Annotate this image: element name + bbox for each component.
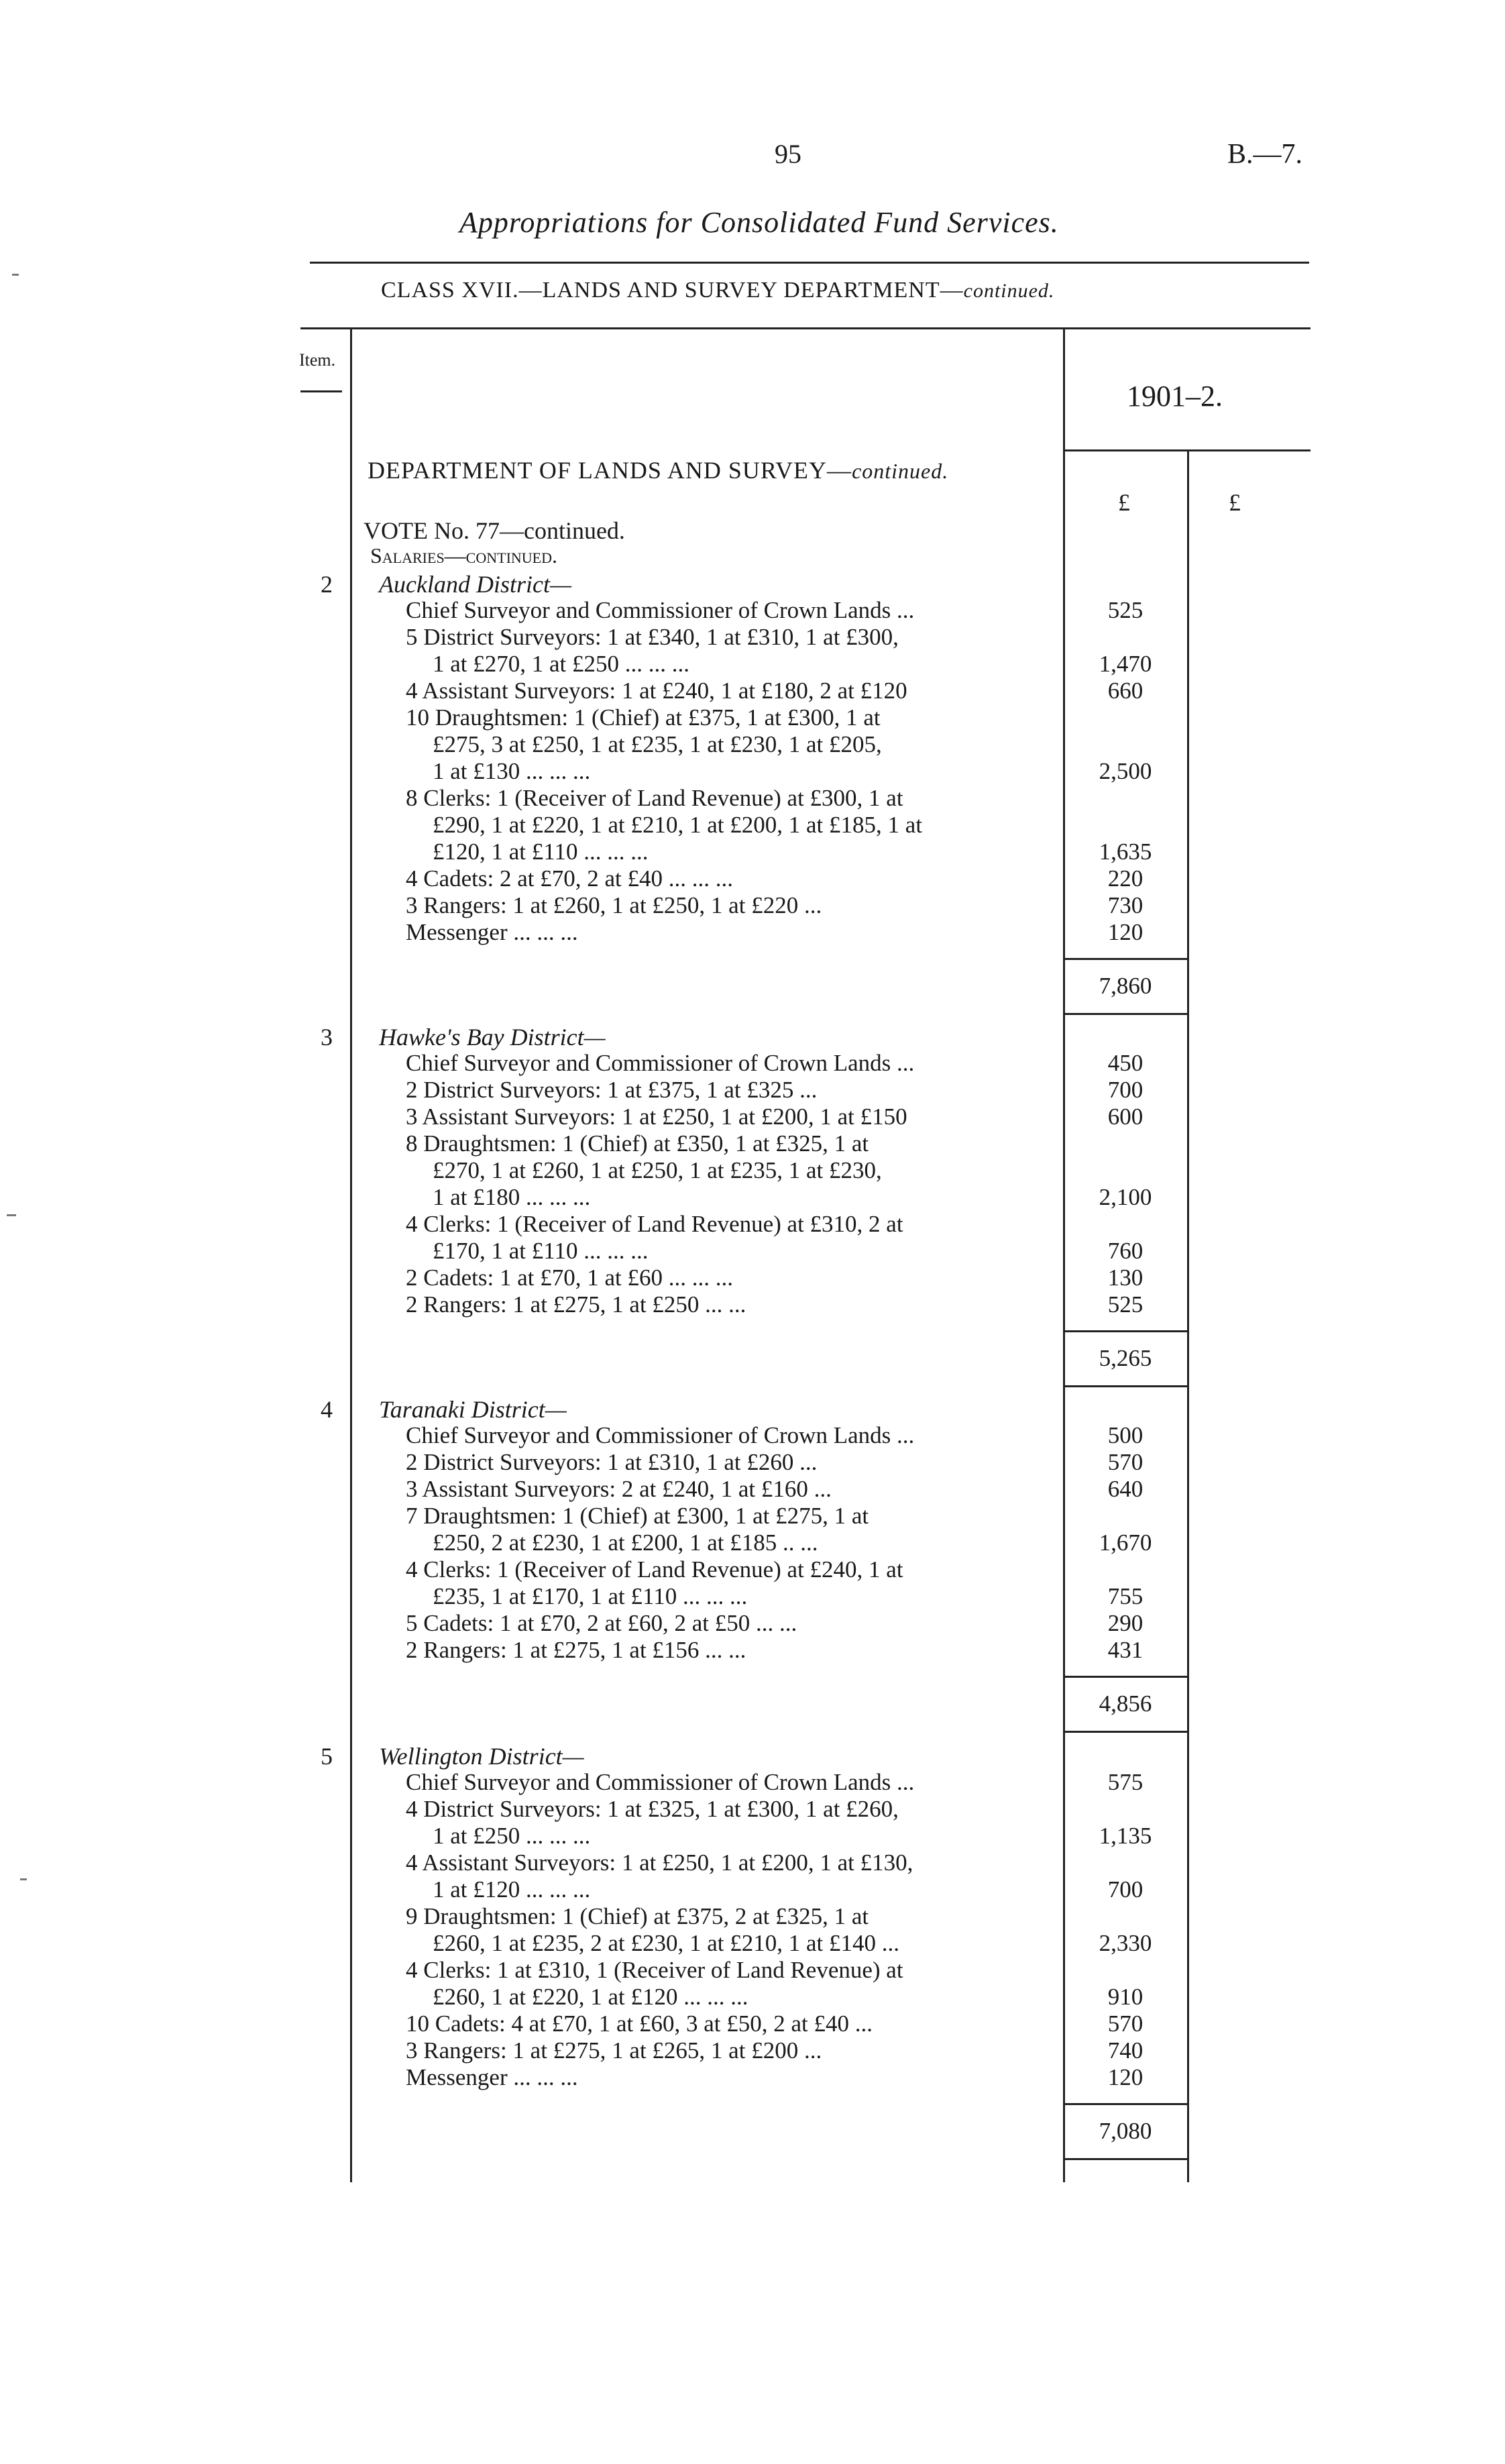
salary-line-text: Chief Surveyor and Commissioner of Crown Lands ...: [406, 1050, 915, 1076]
salary-line-text: £120, 1 at £110 ... ... ...: [433, 839, 649, 865]
salary-line: [406, 1556, 1063, 1610]
district-total: 4,856: [1099, 1691, 1152, 1717]
salary-line-text: 9 Draughtsmen: 1 (Chief) at £375, 2 at £325, 1 at: [406, 1903, 869, 1929]
year-header: 1901–2.: [1127, 380, 1223, 413]
salary-line: [406, 624, 1063, 678]
page-number: 95: [775, 139, 801, 169]
district-heading: Auckland District—: [379, 571, 571, 598]
table-top-rule: [300, 327, 1311, 329]
salary-line-text: Messenger ... ... ...: [406, 919, 578, 945]
salary-line: [406, 1850, 1063, 1903]
salary-line-text: £260, 1 at £220, 1 at £120 ... ... ...: [433, 1984, 748, 2010]
total-rule: [1063, 1385, 1187, 1387]
salary-amount: 910: [1107, 1984, 1144, 2010]
title-rule: [310, 262, 1309, 264]
item-column-header: Item.: [299, 350, 336, 370]
salary-line: [406, 1291, 1063, 1318]
item-column-divider: [350, 327, 352, 2182]
salary-line: [406, 1077, 1063, 1104]
subtotal-rule: [1063, 1676, 1187, 1678]
salary-amount: 120: [1107, 2064, 1144, 2090]
salary-line: [406, 1130, 1063, 1211]
salary-line-text: Messenger ... ... ...: [406, 2064, 578, 2090]
salary-amount: 730: [1107, 892, 1144, 918]
salary-amount: 640: [1107, 1476, 1144, 1502]
salary-line-text: 4 District Surveyors: 1 at £325, 1 at £300, 1 at £260,: [406, 1796, 899, 1822]
salary-amount: 1,635: [1099, 839, 1152, 865]
salary-amount: 1,135: [1099, 1823, 1152, 1849]
salary-amount: 660: [1107, 678, 1144, 704]
salary-line: [406, 1422, 1063, 1449]
salary-line: [406, 892, 1063, 919]
salary-line: [406, 597, 1063, 624]
salary-amount: 760: [1107, 1238, 1144, 1264]
salary-line: [406, 785, 1063, 865]
salary-amount: 450: [1107, 1050, 1144, 1076]
total-rule: [1063, 1731, 1187, 1733]
scan-mark: [7, 1214, 16, 1216]
vote-heading: VOTE No. 77—continued.: [364, 517, 625, 544]
item-number: 4: [321, 1396, 333, 1423]
scan-mark: [12, 274, 19, 276]
salary-amount: 575: [1107, 1769, 1144, 1795]
salary-amount: 220: [1107, 865, 1144, 892]
salary-line-text: 2 District Surveyors: 1 at £375, 1 at £325 ...: [406, 1077, 818, 1103]
salary-amount: 1,670: [1099, 1530, 1152, 1556]
salary-line-text: 2 Rangers: 1 at £275, 1 at £156 ... ...: [406, 1637, 746, 1663]
salary-amount: 600: [1107, 1104, 1144, 1130]
salary-line-text: 3 Assistant Surveyors: 2 at £240, 1 at £160 ...: [406, 1476, 832, 1502]
salary-amount: 120: [1107, 919, 1144, 945]
salary-line-text: 4 Clerks: 1 at £310, 1 (Receiver of Land Revenue) at: [406, 1957, 903, 1983]
salary-line: [406, 1957, 1063, 2011]
salary-amount: 700: [1107, 1077, 1144, 1103]
scan-mark: [20, 1878, 27, 1880]
salary-line-text: 4 Assistant Surveyors: 1 at £250, 1 at £200, 1 at £130,: [406, 1850, 913, 1876]
salary-amount: 2,330: [1099, 1930, 1152, 1956]
department-heading: DEPARTMENT OF LANDS AND SURVEY—continued.: [368, 457, 949, 484]
salary-line-text: 8 Clerks: 1 (Receiver of Land Revenue) at £300, 1 at: [406, 785, 903, 811]
salary-line-text: 2 Cadets: 1 at £70, 1 at £60 ... ... ...: [406, 1265, 734, 1291]
salary-line-text: 3 Rangers: 1 at £260, 1 at £250, 1 at £220 ...: [406, 892, 822, 918]
salary-line-text: £260, 1 at £235, 2 at £230, 1 at £210, 1 at £140 ...: [433, 1930, 900, 1956]
salary-line: [406, 1903, 1063, 1957]
salary-amount: 700: [1107, 1876, 1144, 1903]
salary-line-text: 4 Clerks: 1 (Receiver of Land Revenue) at £240, 1 at: [406, 1556, 903, 1583]
district-total: 7,080: [1099, 2118, 1152, 2144]
salary-line: [406, 1503, 1063, 1556]
salary-line-text: £235, 1 at £170, 1 at £110 ... ... ...: [433, 1583, 748, 1609]
pound-symbol-col1: £: [1118, 489, 1130, 516]
item-number: 3: [321, 1024, 333, 1051]
salary-line-text: 7 Draughtsmen: 1 (Chief) at £300, 1 at £275, 1 at: [406, 1503, 869, 1529]
salary-line-text: 1 at £250 ... ... ...: [433, 1823, 591, 1849]
salary-amount: 500: [1107, 1422, 1144, 1448]
district-total: 7,860: [1099, 973, 1152, 999]
salary-line: [406, 1449, 1063, 1476]
salary-amount: 570: [1107, 1449, 1144, 1475]
salary-line-text: 4 Clerks: 1 (Receiver of Land Revenue) at £310, 2 at: [406, 1211, 903, 1237]
salary-line: [406, 2037, 1063, 2064]
salary-amount: 431: [1107, 1637, 1144, 1663]
salary-line: [406, 1476, 1063, 1503]
salary-amount: 290: [1107, 1610, 1144, 1636]
class-heading: CLASS XVII.—LANDS AND SURVEY DEPARTMENT—continued.: [381, 278, 1055, 303]
salary-line: [406, 865, 1063, 892]
item-number: 5: [321, 1743, 333, 1770]
salary-line: [406, 1265, 1063, 1291]
salary-line-text: 4 Assistant Surveyors: 1 at £240, 1 at £180, 2 at £120: [406, 678, 907, 704]
salary-line-text: £275, 3 at £250, 1 at £235, 1 at £230, 1 at £205,: [433, 731, 882, 757]
year-underline: [1063, 449, 1311, 451]
salary-line-text: Chief Surveyor and Commissioner of Crown Lands ...: [406, 1422, 915, 1448]
salary-line: [406, 1769, 1063, 1796]
salary-line-text: 1 at £130 ... ... ...: [433, 758, 591, 784]
salary-line-text: 10 Draughtsmen: 1 (Chief) at £375, 1 at £300, 1 at: [406, 704, 881, 731]
salary-line-text: 1 at £270, 1 at £250 ... ... ...: [433, 651, 690, 677]
salary-line-text: 8 Draughtsmen: 1 (Chief) at £350, 1 at £325, 1 at: [406, 1130, 869, 1157]
item-number: 2: [321, 571, 333, 598]
salary-line: [406, 1104, 1063, 1130]
salary-amount: 1,470: [1099, 651, 1152, 677]
document-reference: B.—7.: [1227, 139, 1303, 170]
salary-amount: 570: [1107, 2011, 1144, 2037]
salary-line: [406, 704, 1063, 785]
salary-amount: 740: [1107, 2037, 1144, 2064]
salary-amount: 130: [1107, 1265, 1144, 1291]
total-rule: [1063, 2158, 1187, 2160]
salary-amount: 2,100: [1099, 1184, 1152, 1210]
district-heading: Taranaki District—: [379, 1396, 567, 1423]
salary-line: [406, 1211, 1063, 1265]
amount-column-divider: [1063, 327, 1065, 2182]
salary-line-text: 1 at £180 ... ... ...: [433, 1184, 591, 1210]
salary-line-text: £270, 1 at £260, 1 at £250, 1 at £235, 1 at £230,: [433, 1157, 882, 1183]
salary-line-text: 5 Cadets: 1 at £70, 2 at £60, 2 at £50 ... ...: [406, 1610, 797, 1636]
page-title: Appropriations for Consolidated Fund Services.: [459, 206, 1059, 239]
salary-amount: 525: [1107, 1291, 1144, 1318]
salary-amount: 2,500: [1099, 758, 1152, 784]
subtotal-rule: [1063, 958, 1187, 960]
item-header-rule: [300, 390, 342, 392]
salary-line: [406, 1050, 1063, 1077]
subtotal-rule: [1063, 1330, 1187, 1332]
district-heading: Wellington District—: [379, 1743, 584, 1770]
salary-line-text: 10 Cadets: 4 at £70, 1 at £60, 3 at £50, 2 at £40 ...: [406, 2011, 873, 2037]
district-heading: Hawke's Bay District—: [379, 1024, 606, 1051]
salary-amount: 755: [1107, 1583, 1144, 1609]
salary-line-text: 2 District Surveyors: 1 at £310, 1 at £260 ...: [406, 1449, 818, 1475]
salary-line: [406, 678, 1063, 704]
salary-line: [406, 2064, 1063, 2091]
salary-line-text: 3 Rangers: 1 at £275, 1 at £265, 1 at £200 ...: [406, 2037, 822, 2064]
salary-line-text: 2 Rangers: 1 at £275, 1 at £250 ... ...: [406, 1291, 746, 1318]
salary-line-text: £250, 2 at £230, 1 at £200, 1 at £185 .. ...: [433, 1530, 818, 1556]
salary-line: [406, 2011, 1063, 2037]
salary-line-text: Chief Surveyor and Commissioner of Crown Lands ...: [406, 597, 915, 623]
subtotal-rule: [1063, 2103, 1187, 2105]
pound-symbol-col2: £: [1229, 489, 1241, 516]
salary-amount: 525: [1107, 597, 1144, 623]
salary-line: [406, 1610, 1063, 1637]
salary-line-text: 4 Cadets: 2 at £70, 2 at £40 ... ... ...: [406, 865, 734, 892]
salary-line-text: £290, 1 at £220, 1 at £210, 1 at £200, 1 at £185, 1 at: [433, 812, 923, 838]
salary-line: [406, 919, 1063, 946]
salary-line: [406, 1796, 1063, 1850]
salaries-heading: Salaries—continued.: [370, 543, 557, 568]
salary-line-text: 5 District Surveyors: 1 at £340, 1 at £310, 1 at £300,: [406, 624, 899, 650]
salary-line-text: 3 Assistant Surveyors: 1 at £250, 1 at £200, 1 at £150: [406, 1104, 907, 1130]
total-column-divider: [1187, 451, 1189, 2182]
total-rule: [1063, 1013, 1187, 1015]
district-total: 5,265: [1099, 1345, 1152, 1371]
salary-line-text: £170, 1 at £110 ... ... ...: [433, 1238, 649, 1264]
salary-line-text: 1 at £120 ... ... ...: [433, 1876, 591, 1903]
salary-line: [406, 1637, 1063, 1664]
salary-line-text: Chief Surveyor and Commissioner of Crown Lands ...: [406, 1769, 915, 1795]
